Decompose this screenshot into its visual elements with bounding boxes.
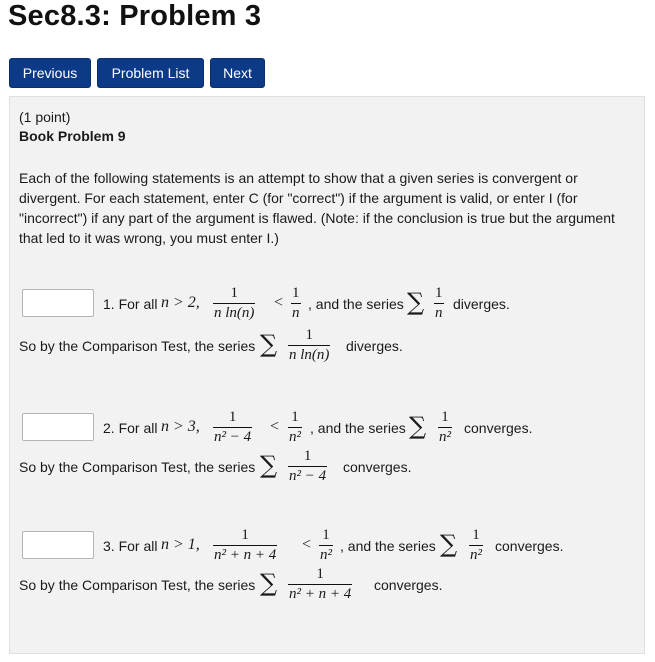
item-1-lhs-fraction: 1 n ln(n) — [214, 285, 255, 321]
previous-button[interactable]: Previous — [9, 58, 91, 88]
item-3-mid-text: , and the series — [340, 538, 436, 554]
item-1-condition: n > 2, — [161, 294, 200, 311]
problem-nav — [9, 58, 265, 88]
item-2-tail: converges. — [464, 420, 533, 436]
item-1-conclusion-fraction: 1 n ln(n) — [289, 327, 330, 363]
item-3-lhs-fraction: 1 n² + n + 4 — [214, 527, 277, 563]
item-2-lhs-fraction: 1 n² − 4 — [214, 409, 252, 445]
item-1-tail: diverges. — [453, 296, 510, 312]
item-3-rhs-fraction: 1 n² — [320, 527, 332, 563]
instructions-text: Each of the following statements is an attempt to show that a given series is convergent or divergent. For each statement, enter C (for "correct") if the argument is valid, or enter I (for "incorrect") if any part of the argument is flawed. (Note: if the conclusion is true but the argument that led to it was wrong, you must enter I.) — [19, 170, 615, 246]
item-2-condition: n > 3, — [161, 418, 200, 435]
answer-input-2[interactable] — [22, 413, 94, 441]
item-3-tail: converges. — [495, 538, 564, 554]
sigma-icon: ∑ — [407, 288, 425, 316]
points-label: (1 point) — [19, 109, 71, 125]
item-1-mid-text: , and the series — [308, 296, 404, 312]
page-title: Sec8.3: Problem 3 — [8, 0, 262, 32]
item-2-conclusion-fraction: 1 n² − 4 — [289, 448, 327, 484]
item-2-conclusion-tail: converges. — [343, 459, 412, 475]
sigma-icon: ∑ — [260, 569, 278, 597]
item-2-label: 2. For all — [103, 420, 158, 436]
problem-list-button[interactable]: Problem List — [97, 58, 204, 88]
item-2-mid-text: , and the series — [310, 420, 406, 436]
sigma-icon: ∑ — [440, 530, 458, 558]
book-problem-label: Book Problem 9 — [19, 128, 126, 144]
item-2-rhs-fraction: 1 n² — [289, 409, 301, 445]
item-3-conclusion-prefix: So by the Comparison Test, the series — [19, 577, 256, 593]
sigma-icon: ∑ — [260, 330, 278, 358]
item-2-conclusion-prefix: So by the Comparison Test, the series — [19, 459, 256, 475]
problem-panel: (1 point) Book Problem 9 Each of the following statements is an attempt to show that a given series is convergent or divergent. For each statement, enter C (for "correct") if the argument is valid, or enter I (for "incorrect") if any part of the argument is flawed. (Note: if the conclusion is true but the argument that led to it was wrong, you must enter I.) 1. For all n > 2, 1 n ln(n) < 1 n , and the series ∑ 1 n diverges. So by the Comparison Test, the series ∑ 1 n ln(n) diverges. 2. For all n > 3, 1 n² − 4 < 1 n² , and the series ∑ 1 n² converges. So by the Comparison Test, the series ∑ 1 n² − 4 converges. 3. For all n > 1, 1 n² + n + 4 < 1 n² , and the series ∑ 1 n² converges. So by the Comparison Test, the series ∑ 1 n² + n + 4 converges. — [9, 96, 645, 654]
item-1-label: 1. For all — [103, 296, 158, 312]
item-1-rhs-fraction: 1 n — [292, 285, 300, 321]
item-3-series-fraction: 1 n² — [470, 527, 482, 563]
answer-input-3[interactable] — [22, 531, 94, 559]
item-1-series-fraction: 1 n — [435, 285, 443, 321]
item-3-label: 3. For all — [103, 538, 158, 554]
item-2-series-fraction: 1 n² — [439, 409, 451, 445]
item-3-conclusion-tail: converges. — [374, 577, 443, 593]
item-1-conclusion-tail: diverges. — [346, 338, 403, 354]
sigma-icon: ∑ — [260, 451, 278, 479]
answer-input-1[interactable] — [22, 289, 94, 317]
item-3-conclusion-fraction: 1 n² + n + 4 — [289, 566, 352, 602]
next-button[interactable]: Next — [210, 58, 265, 88]
sigma-icon: ∑ — [409, 412, 427, 440]
item-1-conclusion-prefix: So by the Comparison Test, the series — [19, 338, 256, 354]
item-3-condition: n > 1, — [161, 536, 200, 553]
